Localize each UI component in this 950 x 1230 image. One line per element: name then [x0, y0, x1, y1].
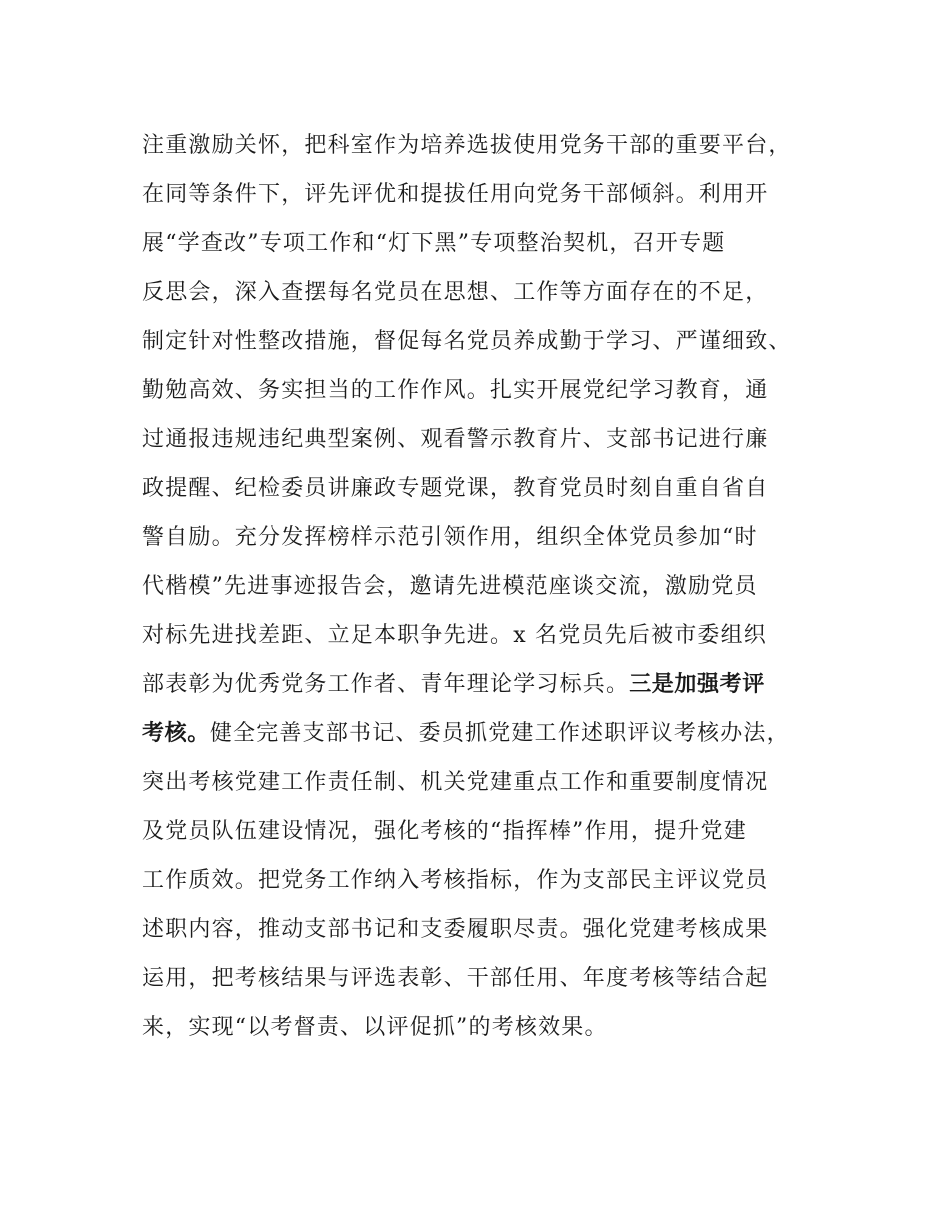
text-line: 注重激励关怀，把科室作为培养选拔使用党务干部的重要平台，: [142, 133, 792, 158]
text-line: 工作质效。把党务工作纳入考核指标，作为支部民主评议党员: [142, 868, 769, 893]
text-segment: 部表彰为优秀党务工作者、青年理论学习标兵。: [142, 672, 630, 697]
bold-heading: 考核。: [142, 721, 210, 746]
text-line: 及党员队伍建设情况，强化考核的“指挥棒”作用，提升党建: [142, 819, 747, 844]
bold-heading: 三是加强考评: [629, 672, 765, 697]
text-line: 对标先进找差距、立足本职争先进。x 名党员先后被市委组织: [142, 623, 768, 648]
text-line: [142, 709, 842, 758]
text-line: 述职内容，推动支部书记和支委履职尽责。强化党建考核成果: [142, 917, 769, 942]
text-line: 运用，把考核结果与评选表彰、干部任用、年度考核等结合起: [142, 966, 769, 991]
text-line: 政提醒、纪检委员讲廉政专题党课，教育党员时刻自重自省自: [142, 476, 769, 501]
text-segment: 健全完善支部书记、委员抓党建工作述职评议考核办法，: [209, 721, 790, 746]
text-line: 来，实现“以考督责、以评促抓”的考核效果。: [142, 1015, 608, 1040]
text-line: 过通报违规违纪典型案例、观看警示教育片、支部书记进行廉: [142, 427, 769, 452]
text-line: 突出考核党建工作责任制、机关党建重点工作和重要制度情况: [142, 770, 769, 795]
text-line: 勤勉高效、务实担当的工作作风。扎实开展党纪学习教育，通: [142, 378, 769, 403]
text-line: 警自励。充分发挥榜样示范引领作用，组织全体党员参加“时: [142, 525, 758, 550]
text-line: [142, 660, 842, 709]
text-line: 代楷模”先进事迹报告会，邀请先进模范座谈交流，激励党员: [142, 574, 758, 599]
text-line: 反思会，深入查摆每名党员在思想、工作等方面存在的不足，: [142, 280, 769, 305]
text-line: 展“学查改”专项工作和“灯下黑”专项整治契机，召开专题: [142, 231, 726, 256]
text-line: 制定针对性整改措施，督促每名党员养成勤于学习、严谨细致、: [142, 329, 792, 354]
body-paragraph: [142, 121, 842, 1052]
text-line: 在同等条件下，评先评优和提拔任用向党务干部倾斜。利用开: [142, 182, 769, 207]
